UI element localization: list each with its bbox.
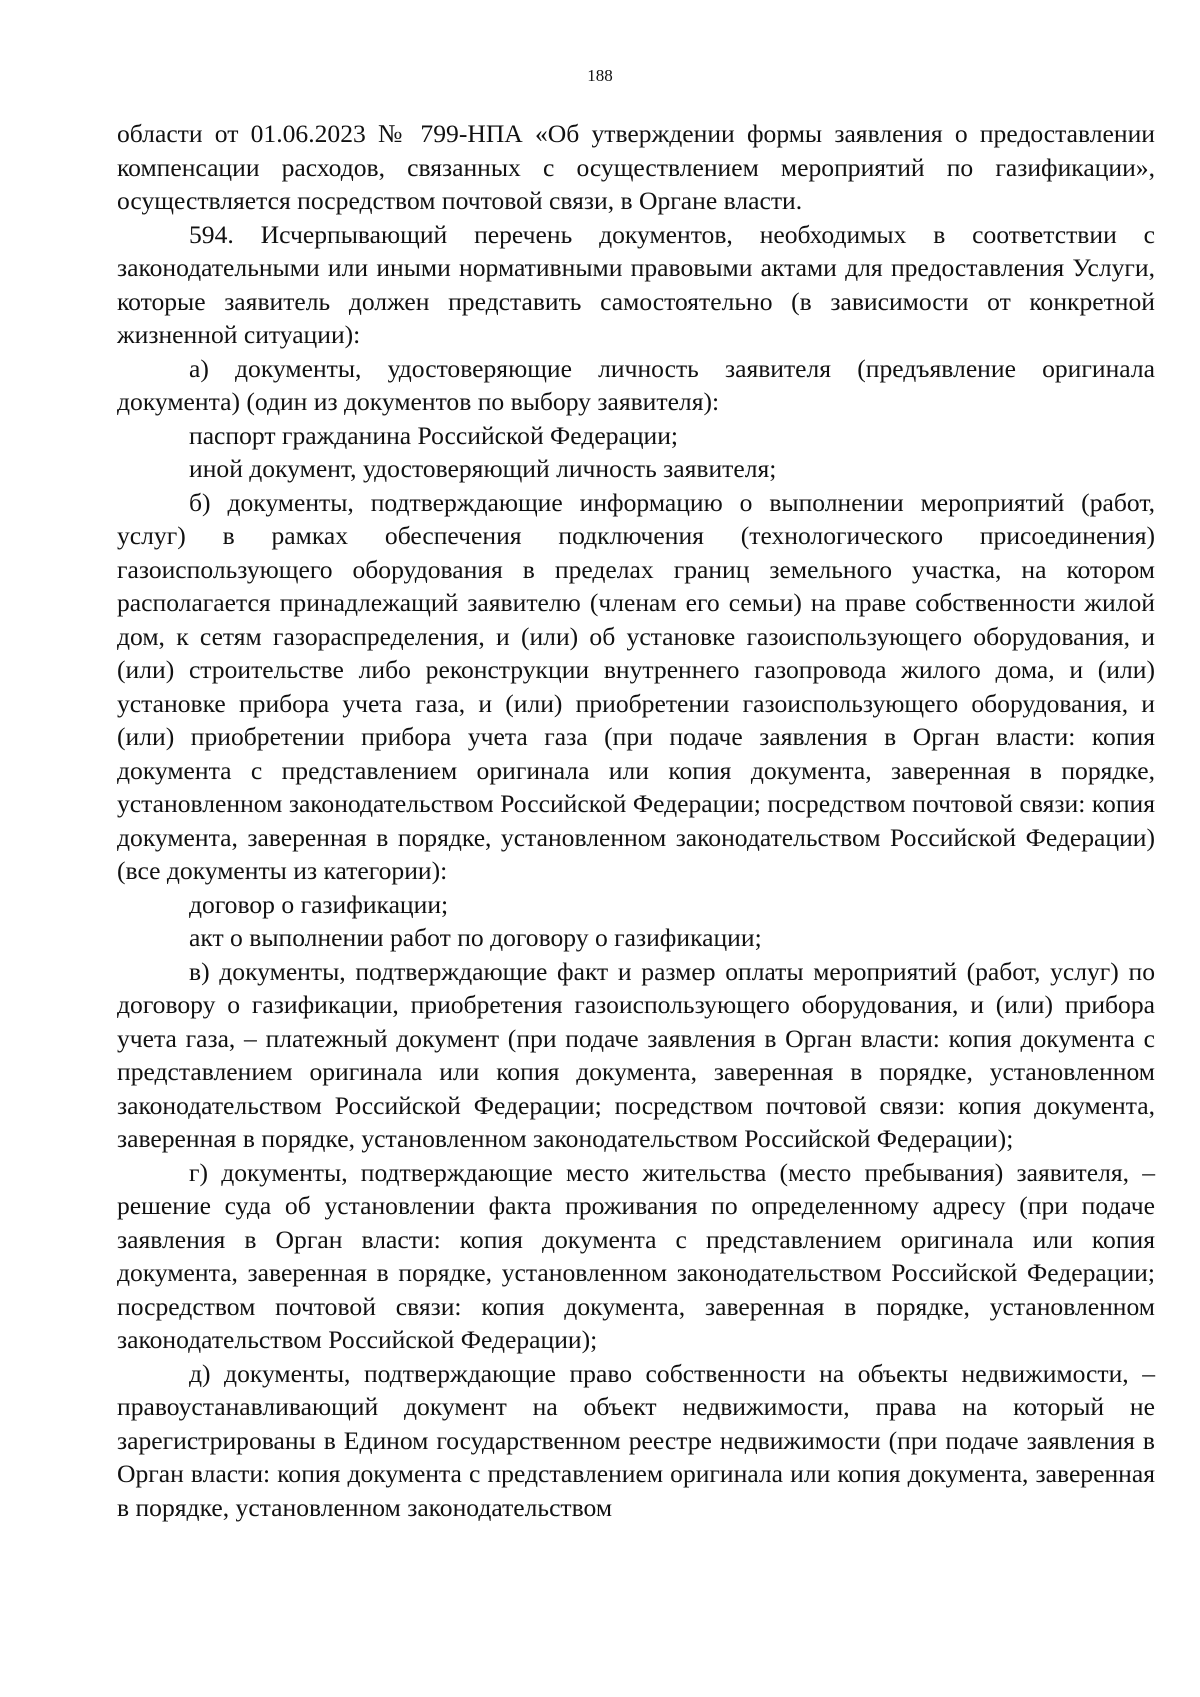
paragraph-item-b: б) документы, подтверждающие информацию о выполнении мероприятий (работ, услуг) в рамках обеспечения подключения (технологического присоединения) газоиспользующего оборудования в пределах границ земельного участка, на котором располагается принадлежащий заявителю (членам его семьи) на праве собственности жилой дом, к сетям газораспределения, и (или) об установке газоиспользующего оборудования, и (или) строительстве либо реконструкции внутреннего газопровода жилого дома, и (или) установке прибора учета газа, и (или) приобретении газоиспользующего оборудования, и (или) приобретении прибора учета газа (при подаче заявления в Орган власти: копия документа с представлением оригинала или копия документа, заверенная в порядке, установленном законодательством Российской Федерации; посредством почтовой связи: копия документа, заверенная в порядке, установленном законодательством Российской Федерации) (все документы из категории):: [117, 487, 1155, 885]
paragraph-passport: паспорт гражданина Российской Федерации;: [189, 420, 679, 450]
document-body: [117, 117, 1155, 1524]
paragraph-item-v: в) документы, подтверждающие факт и размер оплаты мероприятий (работ, услуг) по договору о газификации, приобретения газоиспользующего оборудования, и (или) прибора учета газа, – платежный документ (при подаче заявления в Орган власти: копия документа с представлением оригинала или копия документа, заверенная в порядке, установленном законодательством Российской Федерации; посредством почтовой связи: копия документа, заверенная в порядке, установленном законодательством Российской Федерации);: [117, 956, 1155, 1153]
paragraph-other-id: иной документ, удостоверяющий личность заявителя;: [189, 454, 777, 483]
paragraph-item-a: а) документы, удостоверяющие личность заявителя (предъявление оригинала документа) (один из документов по выбору заявителя):: [117, 353, 1155, 416]
paragraph-act: акт о выполнении работ по договору о газификации;: [189, 923, 762, 952]
paragraph-item-g: г) документы, подтверждающие место жительства (место пребывания) заявителя, – решение суда об установлении факта проживания по определенному адресу (при подаче заявления в Орган власти: копия документа с представлением оригинала или копия документа, заверенная в порядке, установленном законодательством Российской Федерации; посредством почтовой связи: копия документа, заверенная в порядке, установленном законодательством Российской Федерации);: [117, 1157, 1155, 1354]
paragraph-contract: договор о газификации;: [189, 889, 449, 919]
paragraph-594: 594. Исчерпывающий перечень документов, необходимых в соответствии с законодательными или иными нормативными правовыми актами для предоставления Услуги, которые заявитель должен представить самостоятельно (в зависимости от конкретной жизненной ситуации):: [117, 219, 1155, 349]
page-number: 188: [587, 66, 613, 85]
paragraph-item-d: д) документы, подтверждающие право собственности на объекты недвижимости, – правоустанавливающий документ на объект недвижимости, права на который не зарегистрированы в Едином государственном реестре недвижимости (при подаче заявления в Орган власти: копия документа с представлением оригинала или копия документа, заверенная в порядке, установленном законодательством: [117, 1358, 1155, 1522]
paragraph-continuation: области от 01.06.2023 № 799-НПА «Об утверждении формы заявления о предоставлении компенсации расходов, связанных с осуществлением мероприятий по газификации», осуществляется посредством почтовой связи, в Органе власти.: [117, 119, 1155, 215]
